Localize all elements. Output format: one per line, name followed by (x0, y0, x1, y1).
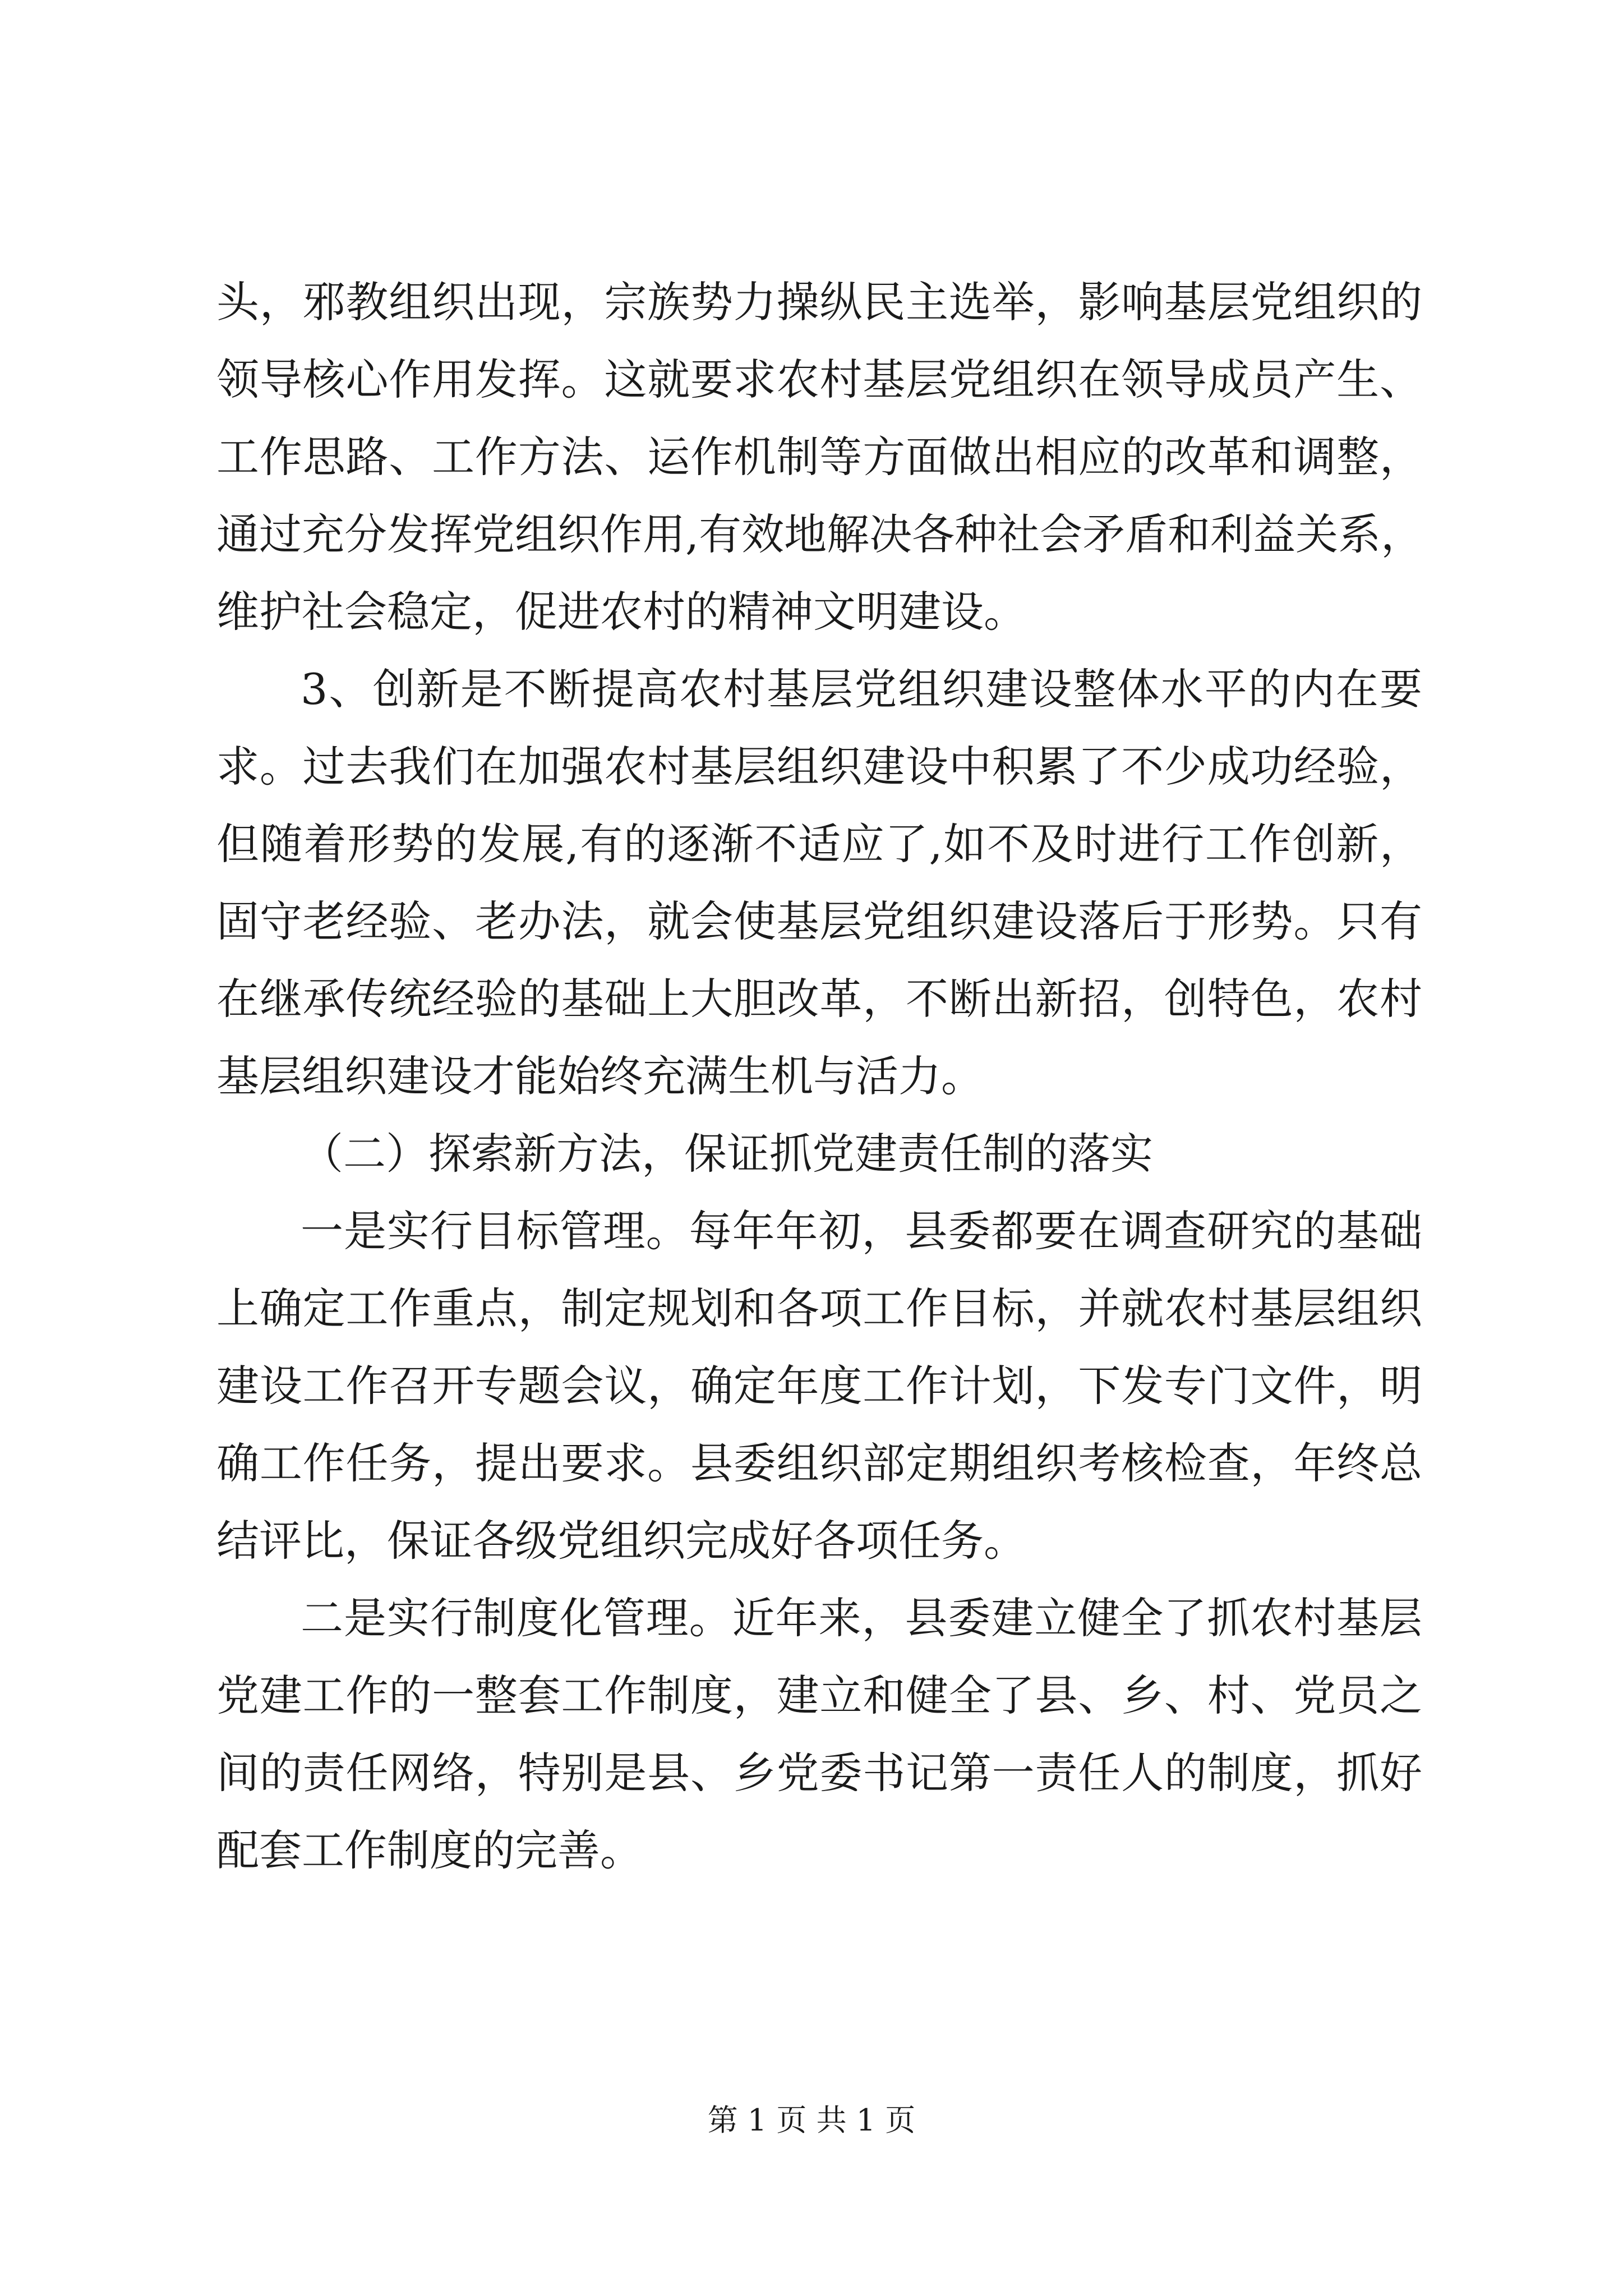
text-line: 二是实行制度化管理。近年来，县委建立健全了抓农村基层 (301, 1593, 1422, 1643)
text-line: 基层组织建设才能始终充满生机与活力。 (216, 1051, 984, 1101)
text-line: 但随着形势的发展,有的逐渐不适应了,如不及时进行工作创新， (216, 819, 1422, 869)
text-line: 结评比，保证各级党组织完成好各项任务。 (216, 1516, 1026, 1566)
text-line: 确工作任务，提出要求。县委组织部定期组织考核检查，年终总 (216, 1438, 1422, 1488)
text-line: 配套工作制度的完善。 (216, 1825, 643, 1875)
text-line: 上确定工作重点，制定规划和各项工作目标，并就农村基层组织 (216, 1283, 1422, 1333)
text-line: 建设工作召开专题会议，确定年度工作计划，下发专门文件，明 (216, 1361, 1422, 1411)
text-line: 头，邪教组织出现，宗族势力操纵民主选举，影响基层党组织的 (216, 277, 1422, 327)
text-line: 3、创新是不断提高农村基层党组织建设整体水平的内在要 (301, 664, 1422, 714)
text-line: 求。过去我们在加强农村基层组织建设中积累了不少成功经验， (216, 742, 1422, 792)
section-heading: （二）探索新方法，保证抓党建责任制的落实 (301, 1129, 1153, 1179)
text-line: 党建工作的一整套工作制度，建立和健全了县、乡、村、党员之 (216, 1671, 1422, 1720)
text-line: 在继承传统经验的基础上大胆改革，不断出新招，创特色，农村 (216, 974, 1422, 1024)
text-line: 一是实行目标管理。每年年初，县委都要在调查研究的基础 (301, 1206, 1422, 1256)
page-footer: 第 1 页 共 1 页 (707, 2102, 916, 2138)
text-line: 固守老经验、老办法，就会使基层党组织建设落后于形势。只有 (216, 896, 1422, 946)
document-body (216, 264, 1422, 1889)
text-line: 领导核心作用发挥。这就要求农村基层党组织在领导成员产生、 (216, 355, 1422, 404)
text-line: 间的责任网络，特别是县、乡党委书记第一责任人的制度，抓好 (216, 1748, 1422, 1798)
text-line: 工作思路、工作方法、运作机制等方面做出相应的改革和调整， (216, 432, 1422, 482)
text-line: 维护社会稳定，促进农村的精神文明建设。 (216, 587, 1026, 637)
text-line: 通过充分发挥党组织作用,有效地解决各种社会矛盾和利益关系， (216, 509, 1424, 559)
